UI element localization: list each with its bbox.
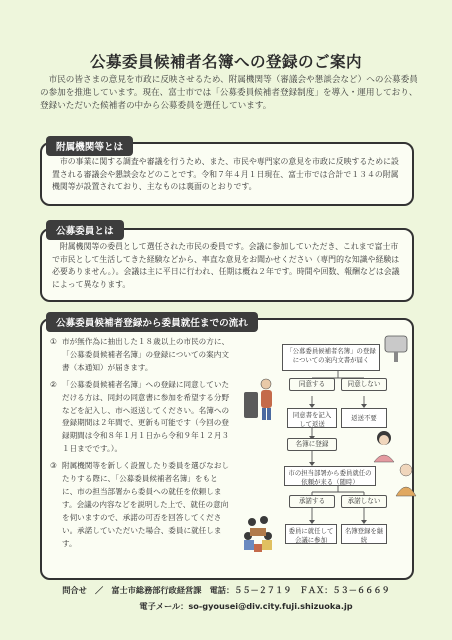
flow-disagree-label: 同意しない (341, 378, 387, 391)
flow-agree-label: 同意する (289, 378, 335, 391)
flow-decline-label: 承諾しない (341, 495, 387, 508)
step-text: 附属機関等を新しく設置したり委員を選びなおしたりする際に、「公募委員候補者名簿」をもとに、市の担当部署から委員への就任を依頼します。会議の内容などを説明した上で、就任の意向を伺いますので、承諾の可否を回答してください。承諾していただいた場合、委員に就任します。 (62, 461, 230, 548)
person-icon (396, 464, 416, 496)
section-heading-affiliated-bodies: 附属機関等とは (46, 136, 133, 156)
person-posting-icon (244, 379, 272, 420)
flow-consent-form-box: 同意書を記入して返送 (287, 408, 337, 428)
flow-no-return-box: 返送不要 (341, 408, 387, 428)
flow-request-box: 市の担当部署から委員就任の依頼が来る（随時） (284, 466, 376, 486)
meeting-group-icon (244, 516, 272, 552)
flow-notice-box: 「公募委員候補者名簿」の登録についての案内文書が届く (282, 344, 380, 371)
section-body-affiliated-bodies: 市の事業に関する調査や審議を行うため、また、市民や専門家の意見を市政に反映するために設置される審議会や懇談会などのことです。令和７年４月１日現在、富士市では合計で１３４の附属機関等が設置されており、主なものは裏面のとおりです。 (52, 157, 399, 192)
section-heading-registration-flow: 公募委員候補者登録から委員就任までの流れ (46, 312, 258, 332)
step-text: 市が無作為に抽出した１８歳以上の市民の方に、「公募委員候補者名簿」の登録についての案内文書（本通知）が届きます。 (62, 337, 230, 372)
section-body-public-members: 附属機関等の委員として選任された市民の委員です。会議に参加していただき、これまで富士市で市民として生活してきた経験などから、率直な意見をお聞かせください（専門的な知識や経験は必要ありません。）。会議は主に平日に行われ、任期は概ね２年です。時間や回数、報酬などは会議によって異なります。 (52, 242, 400, 289)
flow-accept-label: 承諾する (289, 495, 335, 508)
flow-registered-label: 名簿に登録 (287, 438, 337, 451)
step-number: ③ (50, 461, 57, 471)
person-phone-icon (374, 431, 394, 462)
mailbox-icon (385, 336, 407, 362)
flow-continue-box: 名簿登録を継続 (341, 524, 387, 544)
step-text: 「公募委員候補者名簿」への登録に同意していただける方は、同封の同意書に参加を希望する分野などを記入し、市へ返送してください。名簿への登録期間は２年間で、更新も可能です（今回の登録期間は令和８年１月１日から令和９年１２月３１日までです。）。 (62, 379, 230, 454)
section-heading-public-members: 公募委員とは (46, 220, 124, 240)
step-number: ① (50, 337, 57, 346)
intro-paragraph: 市民の皆さまの意見を市政に反映させるため、附属機関等（審議会や懇談会など）への公募委員の参加を推進しています。現在、富士市では「公募委員候補者登録制度」を導入・運用しており、登録いただいた候補者の中から公募委員を選任しています。 (40, 75, 418, 112)
step-number: ② (50, 379, 57, 389)
page-title: 公募委員候補者名簿への登録のご案内 (89, 53, 362, 71)
flow-appointed-box: 委員に就任して会議に参加 (285, 524, 337, 544)
email-line: 電子メール：so-gyousei@div.city.fuji.shizuoka.jp (139, 601, 353, 611)
contact-line: 問合せ ／ 富士市総務部行政経営課 電話：５５－２７１９ ＦＡＸ：５３－６６６９ (62, 585, 390, 595)
